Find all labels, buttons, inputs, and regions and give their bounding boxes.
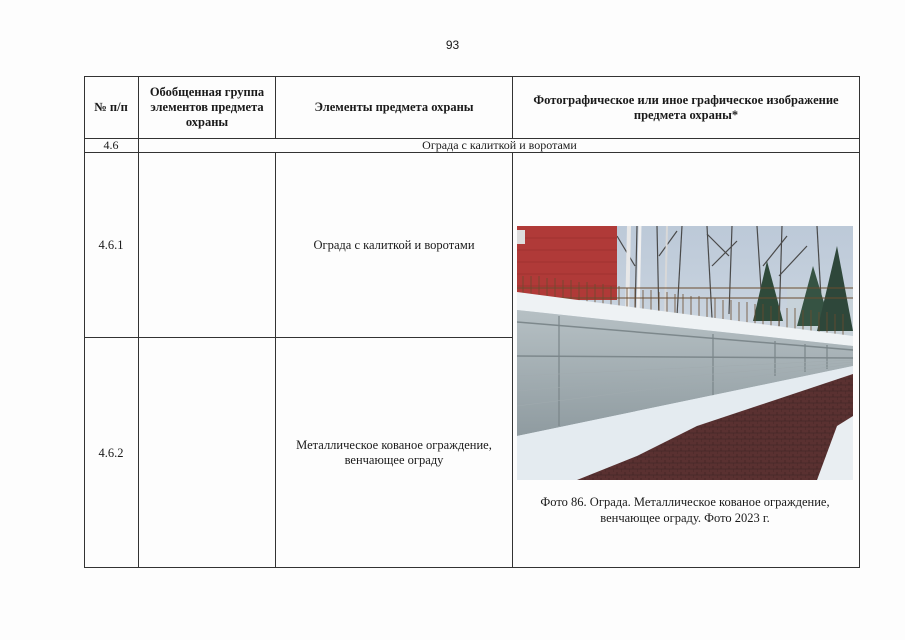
header-elements: Элементы предмета охраны [314,100,474,114]
header-num: № п/п [94,100,128,114]
row-num: 4.6.1 [98,237,124,252]
row-element: Металлическое кованое ограждение, венчающее ограду [296,438,492,467]
photo-caption: Фото 86. Ограда. Металлическое кованое ограждение, венчающее ограду. Фото 2023 г. [540,495,830,525]
row-element: Ограда с калиткой и воротами [313,237,475,252]
section-num: 4.6 [103,137,119,152]
table-divider [275,152,276,568]
fence-photo [517,226,853,480]
row-group [139,338,275,568]
row-num: 4.6.2 [98,445,124,460]
fence-photo-image [517,226,853,480]
page-number: 93 [445,38,460,52]
header-image: Фотографическое или иное графическое изображение предмета охраны* [533,92,839,122]
table-divider [512,76,513,138]
section-title: Ограда с калиткой и воротами [422,137,577,152]
table-divider [275,76,276,138]
row-group [139,153,275,337]
header-group: Обобщенная группа элементов предмета охраны [149,85,265,129]
table-divider [512,152,513,568]
